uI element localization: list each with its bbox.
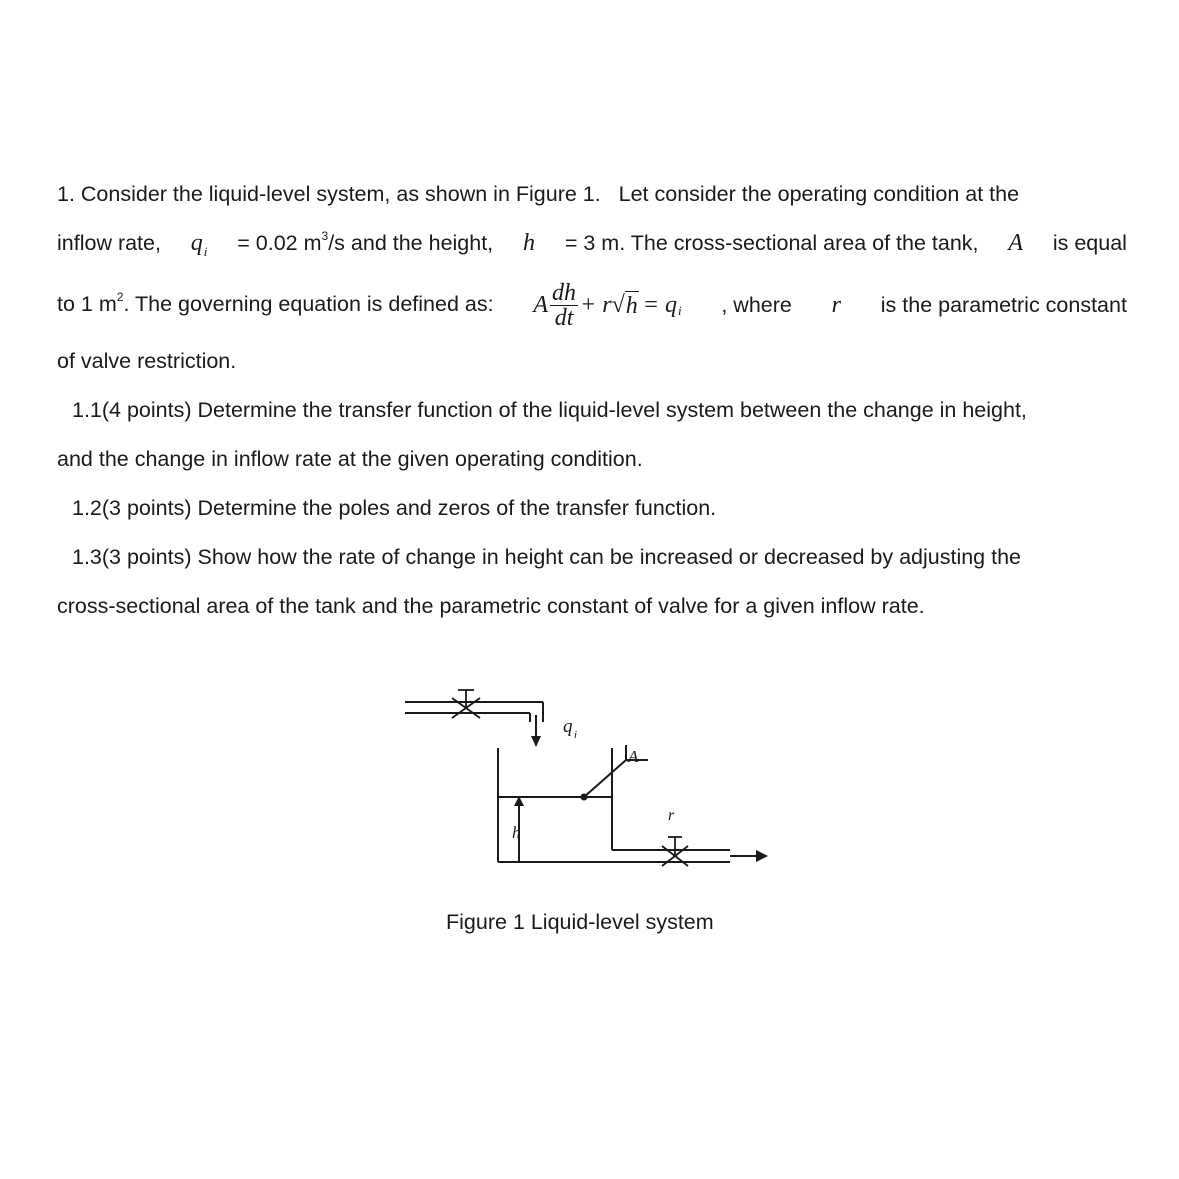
- question-1-3-line-2: cross-sectional area of the tank and the parametric constant of valve for a given inflow rate.: [57, 594, 925, 618]
- governing-equation: A $\frac{dh}{dt}$ + r √ h = q i: [533, 279, 682, 331]
- outflow-arrow-head: [756, 850, 768, 862]
- problem-intro-line-2: [57, 229, 1127, 260]
- problem-intro-line-1: [57, 180, 1127, 208]
- figure-caption: Figure 1 Liquid-level system: [446, 910, 714, 934]
- question-1-3-line-1: 1.3(3 points) Show how the rate of change in height can be increased or decreased by adjusting the: [72, 545, 1022, 569]
- liquid-level-diagram: [400, 680, 780, 880]
- derivative-fraction: $\frac{dh}{dt}$: [552, 279, 577, 331]
- label-h: h: [512, 823, 521, 842]
- text-is-equal: is equal: [1052, 231, 1127, 255]
- area-leader-line: [584, 760, 626, 797]
- text-inflow-rate: inflow rate,: [57, 231, 161, 255]
- question-1-2: 1.2(3 points) Determine the poles and zeros of the transfer function.: [72, 496, 717, 520]
- symbol-qi: $q_i$: [190, 230, 208, 259]
- label-qi-sub: i: [574, 729, 578, 741]
- text-flow-value: = 0.02 $m^3/s$ and the height,: [237, 229, 494, 255]
- inflow-arrow-head: [531, 736, 541, 747]
- text-parametric-constant: is the parametric constant: [880, 293, 1127, 317]
- text-height-value: = 3 m. The cross-sectional area of the tank,: [564, 231, 979, 255]
- label-A: A: [628, 747, 639, 766]
- symbol-r: r: [831, 292, 841, 318]
- question-1-1-line-1: 1.1(4 points) Determine the transfer function of the liquid-level system between the change in height,: [72, 398, 1027, 422]
- label-qi: q: [563, 716, 573, 737]
- problem-intro-line-3: [57, 278, 1127, 332]
- text-where: , where: [721, 293, 792, 317]
- symbol-h: h: [523, 230, 535, 256]
- symbol-A: A: [1008, 230, 1024, 256]
- level-dot: [581, 794, 588, 801]
- text-area-value: to 1 $m^2$. The governing equation is defined as:: [57, 289, 494, 316]
- question-1-1-line-2: and the change in inflow rate at the given operating condition.: [57, 447, 643, 471]
- label-r: r: [668, 807, 675, 824]
- problem-intro-line-4: of valve restriction.: [57, 349, 237, 373]
- problem-text: 1. Consider the liquid-level system, as shown in Figure 1. Let consider the operating condition at the: [57, 182, 1020, 206]
